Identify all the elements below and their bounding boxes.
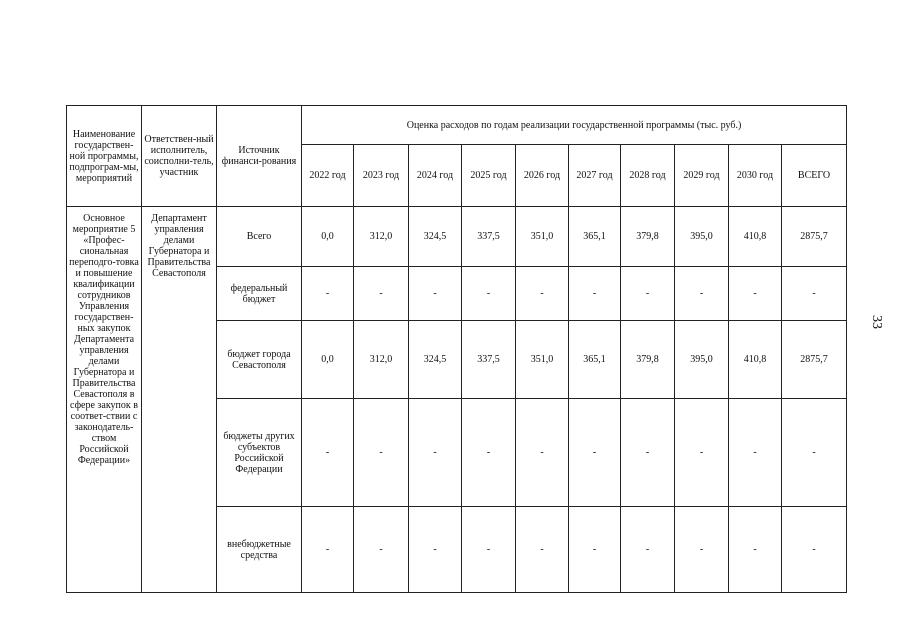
header-year: 2030 год: [729, 145, 782, 207]
value-cell: -: [462, 399, 516, 507]
value-cell: -: [675, 507, 729, 593]
header-year: 2024 год: [409, 145, 462, 207]
value-cell: -: [516, 399, 569, 507]
header-year: 2026 год: [516, 145, 569, 207]
value-cell: -: [409, 507, 462, 593]
value-cell: -: [729, 399, 782, 507]
value-cell: 337,5: [462, 207, 516, 267]
activity-name: Основное мероприятие 5 «Профес-сиональная переподго-товка и повышение квалификации сотрудников Управления государствен-ных закупок Департамента управления делами Губернатора и Правительства Севастополя в сфере закупок в соответ-ствии с законодатель-ством Российской Федерации»: [67, 207, 142, 593]
header-year: 2028 год: [621, 145, 675, 207]
value-cell: 351,0: [516, 321, 569, 399]
value-cell: -: [516, 507, 569, 593]
total-cell: 2875,7: [782, 321, 847, 399]
header-year: 2027 год: [569, 145, 621, 207]
table-row: [67, 207, 847, 267]
value-cell: 410,8: [729, 207, 782, 267]
header-source: Источник финанси-рования: [217, 106, 302, 207]
header-year: 2023 год: [354, 145, 409, 207]
value-cell: -: [354, 399, 409, 507]
value-cell: -: [675, 267, 729, 321]
total-cell: -: [782, 267, 847, 321]
value-cell: -: [729, 267, 782, 321]
header-program: Наименование государствен-ной программы, подпрограм-мы, мероприятий: [67, 106, 142, 207]
value-cell: 312,0: [354, 321, 409, 399]
value-cell: 0,0: [302, 321, 354, 399]
value-cell: 410,8: [729, 321, 782, 399]
value-cell: 324,5: [409, 207, 462, 267]
value-cell: 351,0: [516, 207, 569, 267]
value-cell: -: [675, 399, 729, 507]
header-year: 2025 год: [462, 145, 516, 207]
value-cell: 324,5: [409, 321, 462, 399]
value-cell: -: [729, 507, 782, 593]
total-cell: -: [782, 399, 847, 507]
activity-executor: Департамент управления делами Губернатора и Правительства Севастополя: [142, 207, 217, 593]
header-year: 2029 год: [675, 145, 729, 207]
value-cell: 379,8: [621, 207, 675, 267]
page-number: 33: [869, 315, 884, 329]
value-cell: -: [409, 399, 462, 507]
value-cell: 0,0: [302, 207, 354, 267]
value-cell: 395,0: [675, 207, 729, 267]
value-cell: -: [569, 267, 621, 321]
value-cell: -: [621, 267, 675, 321]
value-cell: -: [302, 267, 354, 321]
value-cell: -: [569, 399, 621, 507]
value-cell: -: [409, 267, 462, 321]
value-cell: -: [462, 507, 516, 593]
value-cell: -: [302, 399, 354, 507]
total-cell: 2875,7: [782, 207, 847, 267]
funding-source: бюджет города Севастополя: [217, 321, 302, 399]
value-cell: -: [302, 507, 354, 593]
header-total: ВСЕГО: [782, 145, 847, 207]
value-cell: 395,0: [675, 321, 729, 399]
funding-source: бюджеты других субъектов Российской Федерации: [217, 399, 302, 507]
value-cell: -: [354, 507, 409, 593]
funding-source: Всего: [217, 207, 302, 267]
header-executor: Ответствен-ный исполнитель, соисполни-тель, участник: [142, 106, 217, 207]
value-cell: -: [462, 267, 516, 321]
value-cell: -: [621, 507, 675, 593]
funding-source: внебюджетные средства: [217, 507, 302, 593]
header-row-1: [67, 106, 847, 145]
value-cell: -: [621, 399, 675, 507]
value-cell: -: [516, 267, 569, 321]
funding-source: федеральный бюджет: [217, 267, 302, 321]
value-cell: 365,1: [569, 321, 621, 399]
value-cell: 365,1: [569, 207, 621, 267]
value-cell: -: [569, 507, 621, 593]
expenditure-table: [66, 105, 847, 593]
value-cell: -: [354, 267, 409, 321]
value-cell: 312,0: [354, 207, 409, 267]
header-year: 2022 год: [302, 145, 354, 207]
total-cell: -: [782, 507, 847, 593]
value-cell: 337,5: [462, 321, 516, 399]
header-estimate: Оценка расходов по годам реализации государственной программы (тыс. руб.): [302, 106, 847, 145]
value-cell: 379,8: [621, 321, 675, 399]
